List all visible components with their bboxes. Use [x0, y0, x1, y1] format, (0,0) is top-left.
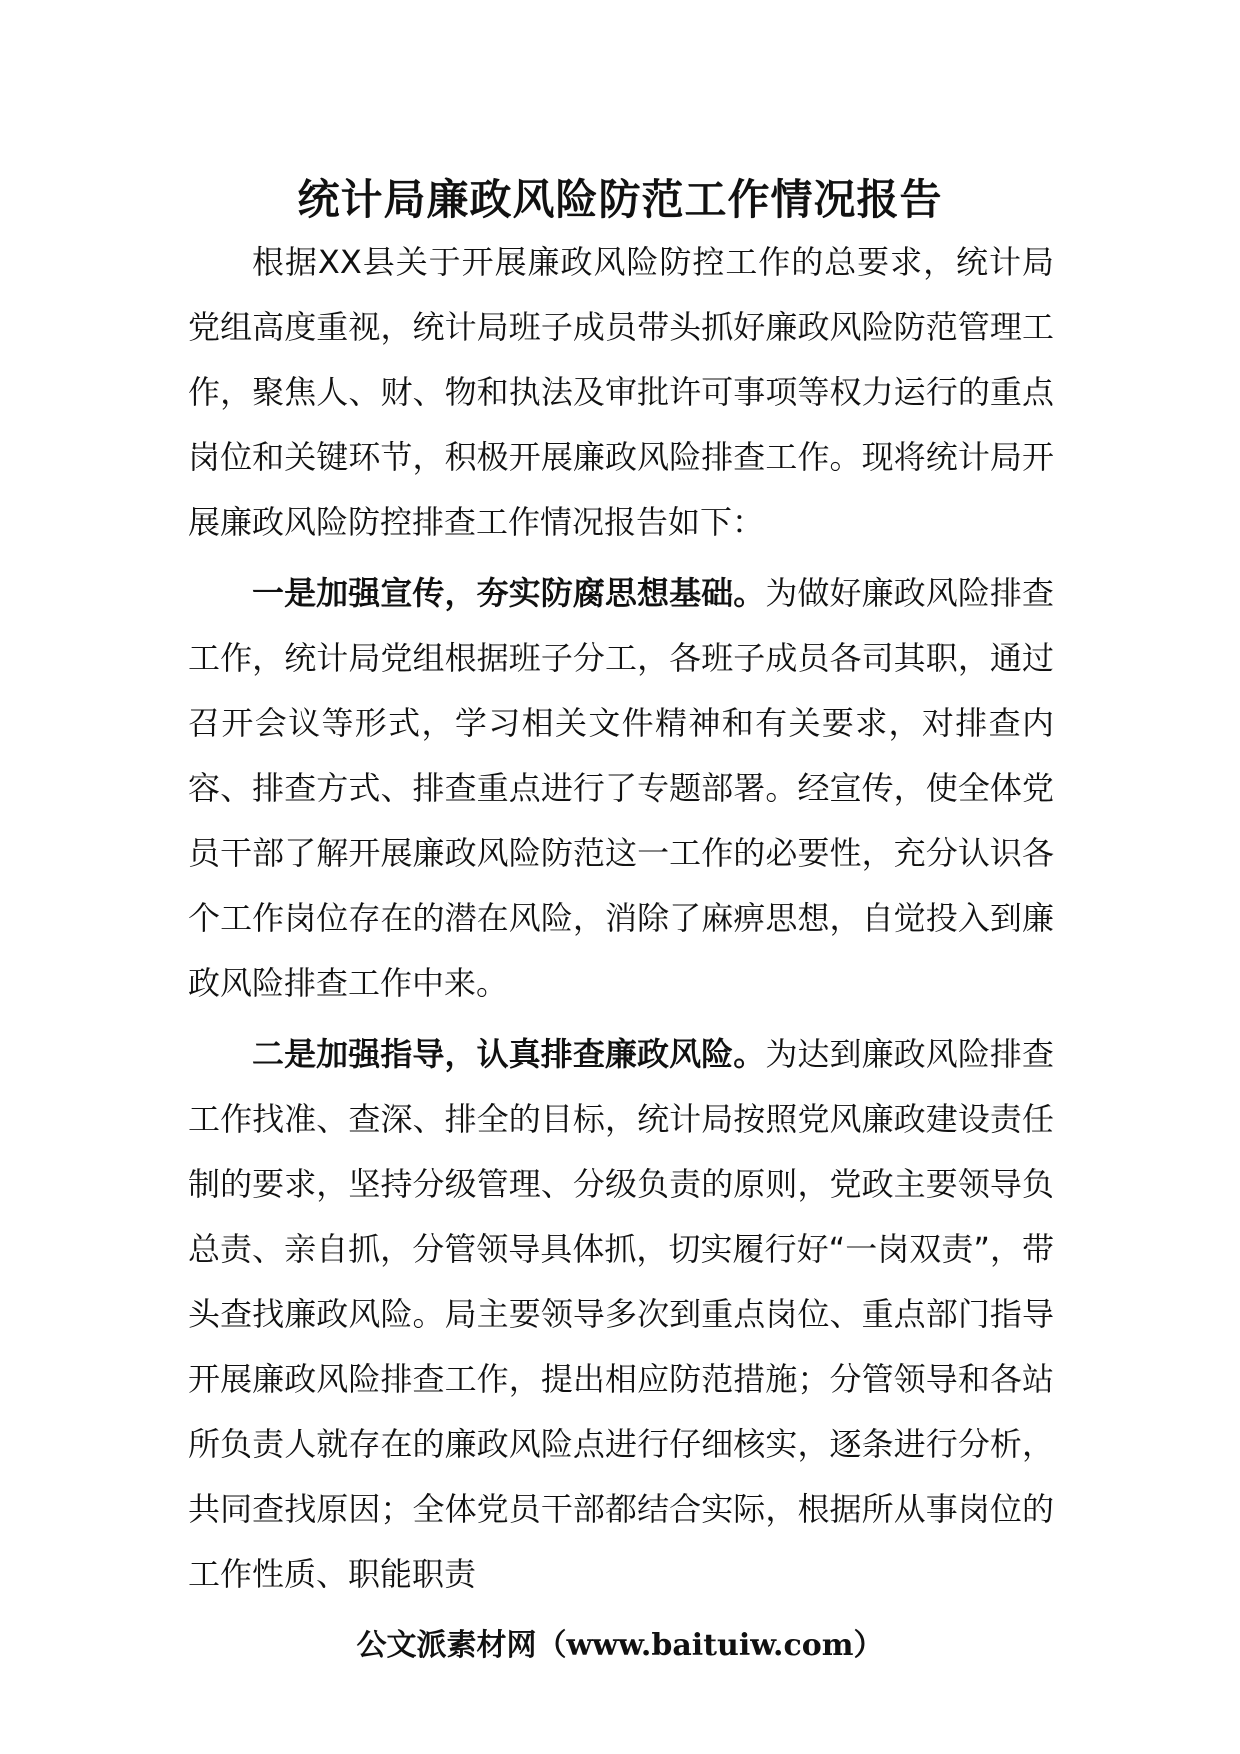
footer-watermark: 公文派素材网（www.baituiw.com） [356, 1628, 884, 1663]
paragraph-intro [188, 230, 1054, 555]
paragraph-lead: 二是加强指导，认真排查廉政风险。 [252, 1035, 766, 1073]
document-title: 统计局廉政风险防范工作情况报告 [297, 175, 943, 224]
document-body [188, 230, 1054, 1613]
paragraph-text: 根据XX县关于开展廉政风险防控工作的总要求，统计局党组高度重视，统计局班子成员带头抓好廉政风险防范管理工作，聚焦人、财、物和执法及审批许可事项等权力运行的重点岗位和关键环节，积极开展廉政风险排查工作。现将统计局开展廉政风险防控排查工作情况报告如下： [188, 243, 1054, 541]
paragraph-text: 为达到廉政风险排查工作找准、查深、排全的目标，统计局按照党风廉政建设责任制的要求，坚持分级管理、分级负责的原则，党政主要领导负总责、亲自抓，分管领导具体抓，切实履行好“一岗双责”，带头查找廉政风险。局主要领导多次到重点岗位、重点部门指导开展廉政风险排查工作，提出相应防范措施；分管领导和各站所负责人就存在的廉政风险点进行仔细核实，逐条进行分析，共同查找原因；全体党员干部都结合实际，根据所从事岗位的工作性质、职能职责 [188, 1035, 1054, 1593]
paragraph-section-two [188, 1022, 1054, 1607]
paragraph-text: 为做好廉政风险排查工作，统计局党组根据班子分工，各班子成员各司其职，通过召开会议等形式，学习相关文件精神和有关要求，对排查内容、排查方式、排查重点进行了专题部署。经宣传，使全体党员干部了解开展廉政风险防范这一工作的必要性，充分认识各个工作岗位存在的潜在风险，消除了麻痹思想，自觉投入到廉政风险排查工作中来。 [188, 574, 1054, 1002]
paragraph-section-one [188, 561, 1054, 1016]
paragraph-lead: 一是加强宣传，夯实防腐思想基础。 [252, 574, 766, 612]
